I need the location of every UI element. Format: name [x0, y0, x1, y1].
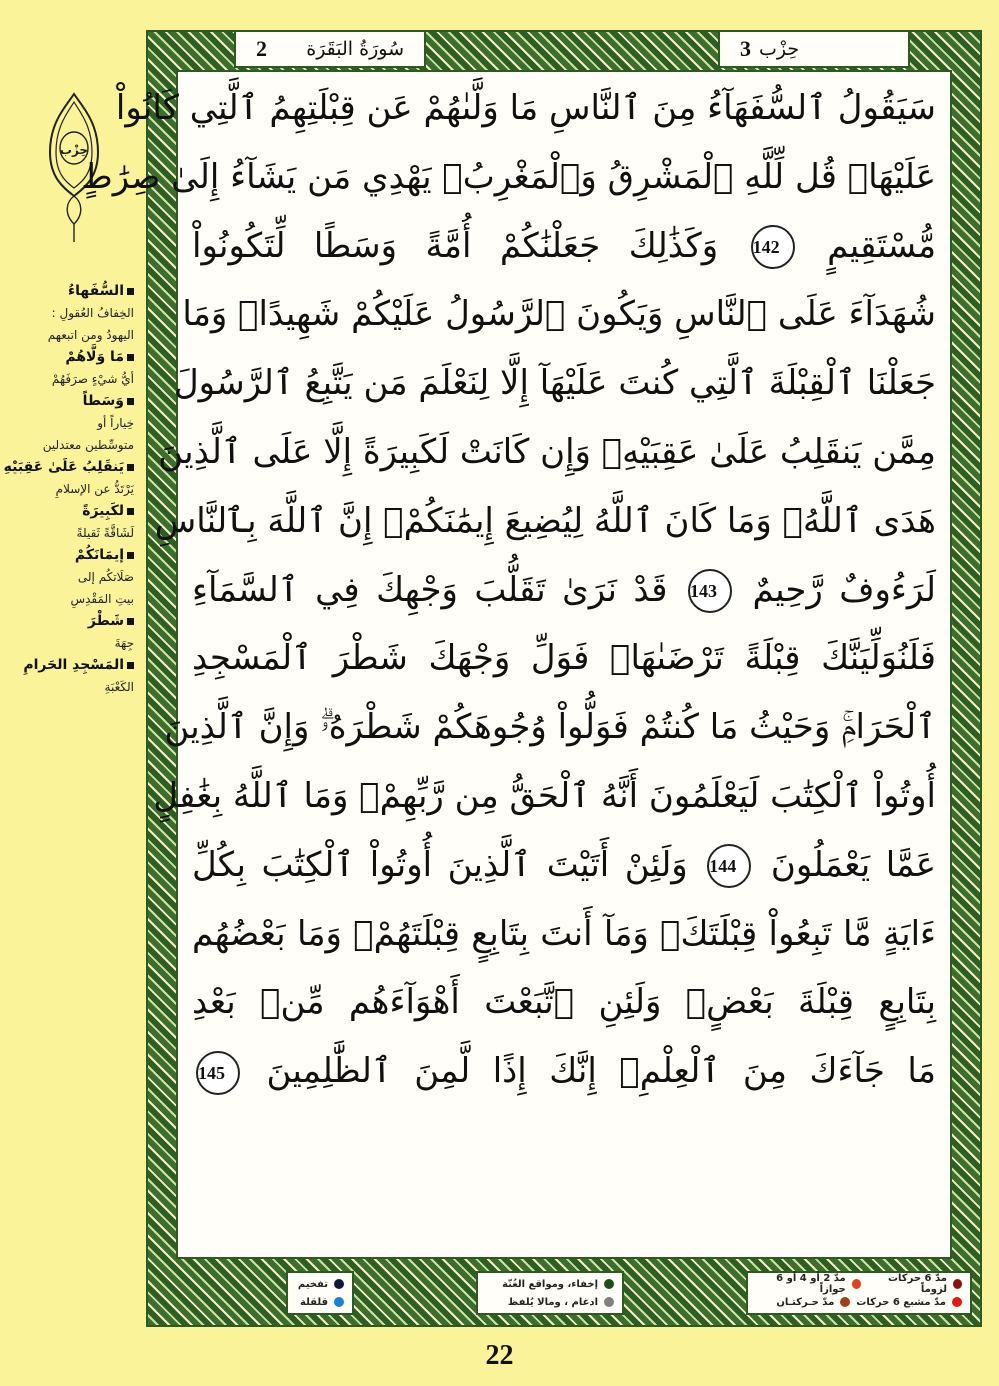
- bullet-square-icon: [127, 398, 134, 405]
- quran-line: [192, 212, 936, 281]
- glossary-entry: [0, 456, 134, 500]
- verse-text: هَدَى ٱللَّهُۗ وَمَا كَانَ ٱللَّهُ لِيُضِيعَ إِيمَٰنَكُمْۚ إِنَّ ٱللَّهَ بِٱلنَّاسِ: [154, 500, 936, 541]
- legend-item: [486, 1293, 614, 1311]
- color-dot-icon: [953, 1279, 962, 1289]
- quran-line: [192, 556, 936, 625]
- bullet-square-icon: [127, 552, 134, 559]
- quran-line: [153, 762, 936, 831]
- color-dot-icon: [852, 1279, 861, 1289]
- tajweed-legend: [286, 1271, 972, 1315]
- quran-line: [192, 1037, 936, 1106]
- verse-text: سَيَقُولُ ٱلسُّفَهَآءُ مِنَ ٱلنَّاسِ مَا وَلَّىٰهُمْ عَن قِبْلَتِهِمُ ٱلَّتِي كَانُواْ: [115, 88, 936, 128]
- surah-number: 2: [256, 36, 267, 61]
- quran-line: [158, 418, 936, 487]
- bullet-square-icon: [127, 508, 134, 515]
- color-dot-icon: [604, 1297, 614, 1307]
- glossary-definition: متوسِّطين معتدلين: [42, 438, 134, 452]
- quran-line: [192, 968, 936, 1037]
- verse-text: أُوتُواْ ٱلْكِتَٰبَ لَيَعْلَمُونَ أَنَّهُ ٱلْحَقُّ مِن رَّبِّهِمْۗ وَمَا ٱللَّهُ بِغَٰفِلٍ: [153, 775, 936, 816]
- quran-line: [81, 143, 936, 212]
- ayah-number-marker: 144: [707, 844, 751, 888]
- verse-text: وَلَئِنْ أَتَيْتَ ٱلَّذِينَ أُوتُواْ ٱلْكِتَٰبَ بِكُلِّ: [192, 844, 688, 885]
- glossary-term: [0, 544, 134, 566]
- glossary-definition: يَرْتَدُّ عن الإسلامِ: [55, 482, 134, 496]
- ayah-number-marker: 143: [688, 569, 732, 613]
- glossary-definition: الخِفافُ العُقولِ :: [51, 306, 134, 320]
- glossary-term: [0, 280, 134, 302]
- glossary-term-text: مَا وَلَّاهُمْ: [65, 349, 124, 365]
- legend-group-ghunna: [476, 1271, 624, 1315]
- legend-item: [486, 1275, 614, 1293]
- glossary-term-text: شَطْرَ: [87, 613, 124, 629]
- glossary-definition: أيُّ شيْءٍ صرَفَهُمْ: [51, 372, 134, 386]
- bullet-square-icon: [127, 662, 134, 669]
- verse-text: جَعَلْنَا ٱلْقِبْلَةَ ٱلَّتِي كُنتَ عَلَيْهَآ إِلَّا لِنَعْلَمَ مَن يَتَّبِعُ ٱلرَّسُولَ: [173, 363, 936, 404]
- glossary-entry: [0, 346, 134, 390]
- bullet-square-icon: [127, 354, 134, 361]
- glossary-definition: صَلَاتكُم إلى: [77, 570, 134, 584]
- legend-label: قلقلة: [300, 1296, 328, 1308]
- quran-line: [154, 487, 936, 556]
- verse-text: قَدْ نَرَىٰ تَقَلُّبَ وَجْهِكَ فِي ٱلسَّمَآءِ: [192, 569, 668, 610]
- glossary-term: [0, 654, 134, 676]
- glossary-definition: بيتِ المَقْدِسِ: [70, 592, 134, 606]
- glossary-entry: [0, 500, 134, 544]
- verse-text: وَكَذَٰلِكَ جَعَلْنَٰكُمْ أُمَّةً وَسَطًا لِّتَكُونُواْ: [192, 225, 719, 266]
- quran-line: [115, 74, 936, 143]
- glossary-term: [0, 346, 134, 368]
- glossary-term-text: لكَبِيرَةً: [82, 503, 124, 519]
- color-dot-icon: [334, 1279, 344, 1289]
- hizb-label: حِزْب: [759, 38, 800, 60]
- legend-label: مدّ 6 حركات لزوماً: [888, 1273, 947, 1295]
- glossary-definition: اليهودُ ومن اتبعهم: [47, 328, 134, 342]
- quran-line: [192, 900, 936, 969]
- glossary-term-text: المَسْجِدِ الحَرامِ: [23, 657, 124, 673]
- legend-label: تفخيم: [297, 1278, 328, 1290]
- glossary-entry: [0, 544, 134, 610]
- quran-line: [192, 831, 936, 900]
- legend-label: ادغام ، ومالا يُلفظ: [507, 1296, 598, 1308]
- legend-group-tafkhim: [286, 1271, 354, 1315]
- legend-item: [296, 1293, 344, 1311]
- verse-text: بِتَابِعٍ قِبْلَةَ بَعْضٍۚ وَلَئِنِ ٱتَّبَعْتَ أَهْوَآءَهُم مِّنۢ بَعْدِ: [192, 982, 936, 1023]
- legend-label: مدّ حـركتـان: [776, 1296, 835, 1308]
- glossary-term-text: وَسَطاً: [82, 393, 124, 409]
- verse-text: عَلَيْهَاۚ قُل لِّلَّهِ ٱلْمَشْرِقُ وَٱلْمَغْرِبُۚ يَهْدِي مَن يَشَآءُ إِلَىٰ صِرَٰطٍ: [81, 156, 936, 197]
- legend-label: مدّ 2 أو 4 أو 6 جوازاً: [776, 1273, 846, 1295]
- glossary-term-text: إيمَانَكُمْ: [74, 547, 124, 563]
- verse-text: لَرَءُوفٌ رَّحِيمٌ: [752, 569, 937, 610]
- legend-item: [756, 1293, 962, 1311]
- glossary-term: [0, 456, 134, 478]
- color-dot-icon: [334, 1297, 344, 1307]
- glossary-term-text: السُّفَهاءُ: [67, 283, 124, 299]
- bullet-square-icon: [127, 464, 134, 471]
- hizb-medallion-label: حِزْب: [59, 143, 89, 157]
- quran-line: [182, 280, 936, 349]
- verse-text: فَلَنُوَلِّيَنَّكَ قِبْلَةً تَرْضَىٰهَاۚ فَوَلِّ وَجْهَكَ شَطْرَ ٱلْمَسْجِدِ: [192, 638, 936, 679]
- color-dot-icon: [840, 1297, 850, 1307]
- glossary-list: [0, 280, 134, 698]
- bullet-square-icon: [127, 288, 134, 295]
- legend-item: [296, 1275, 344, 1293]
- verse-text: مُّسْتَقِيمٍ: [827, 225, 937, 266]
- glossary-term: [0, 390, 134, 412]
- verse-text: ءَايَةٍ مَّا تَبِعُواْ قِبْلَتَكَۚ وَمَآ أَنتَ بِتَابِعٍ قِبْلَتَهُمْۚ وَمَا بَعْضُهُم: [192, 913, 936, 954]
- glossary-term: [0, 610, 134, 632]
- quran-line: [173, 349, 936, 418]
- legend-item: [756, 1275, 962, 1293]
- color-dot-icon: [604, 1279, 614, 1289]
- verse-text: مِمَّن يَنقَلِبُ عَلَىٰ عَقِبَيْهِۚ وَإِن كَانَتْ لَكَبِيرَةً إِلَّا عَلَى ٱلَّذِينَ: [158, 431, 936, 472]
- bullet-square-icon: [127, 618, 134, 625]
- quran-line: [164, 693, 936, 762]
- verse-text: عَمَّا يَعْمَلُونَ: [770, 844, 937, 885]
- glossary-term: [0, 500, 134, 522]
- glossary-definition: الكَعْبَةِ: [104, 680, 134, 694]
- legend-label: إخفاء، ومواقع الغُنّة: [502, 1278, 598, 1290]
- legend-group-madd: [746, 1271, 972, 1315]
- surah-header: [234, 30, 426, 68]
- glossary-definition: لَشَاقَّةً ثَقيلةً: [76, 526, 134, 540]
- ayah-number-marker: 145: [196, 1051, 240, 1095]
- ayah-number-marker: 142: [751, 225, 795, 269]
- glossary-entry: [0, 654, 134, 698]
- verse-text: شُهَدَآءَ عَلَى ٱلنَّاسِ وَيَكُونَ ٱلرَّسُولُ عَلَيْكُمْ شَهِيدًاۗ وَمَا: [182, 294, 936, 335]
- color-dot-icon: [952, 1297, 962, 1307]
- glossary-definition: جِهَةَ: [114, 636, 134, 650]
- hizb-header: [718, 30, 910, 68]
- glossary-entry: [0, 280, 134, 346]
- verse-text: ٱلْحَرَامِۚ وَحَيْثُ مَا كُنتُمْ فَوَلُّواْ وُجُوهَكُمْ شَطْرَهُۥۗ وَإِنَّ ٱلَّذِينَ: [164, 707, 936, 748]
- glossary-definition: خِياراً أو: [97, 416, 134, 430]
- surah-name: سُورَةُ البَقَرَة: [306, 38, 404, 60]
- glossary-entry: [0, 610, 134, 654]
- legend-label: مدّ مشبع 6 حركات: [856, 1296, 946, 1308]
- page-number: 22: [485, 1340, 514, 1371]
- quran-line: [192, 624, 936, 693]
- glossary-entry: [0, 390, 134, 456]
- hizb-number: 3: [740, 36, 751, 61]
- glossary-term-text: يَنقَلِبُ عَلَىٰ عَقِبَيْهِ: [3, 459, 124, 475]
- verse-text: مَا جَآءَكَ مِنَ ٱلْعِلْمِۙ إِنَّكَ إِذًا لَّمِنَ ٱلظَّٰلِمِينَ: [266, 1051, 936, 1092]
